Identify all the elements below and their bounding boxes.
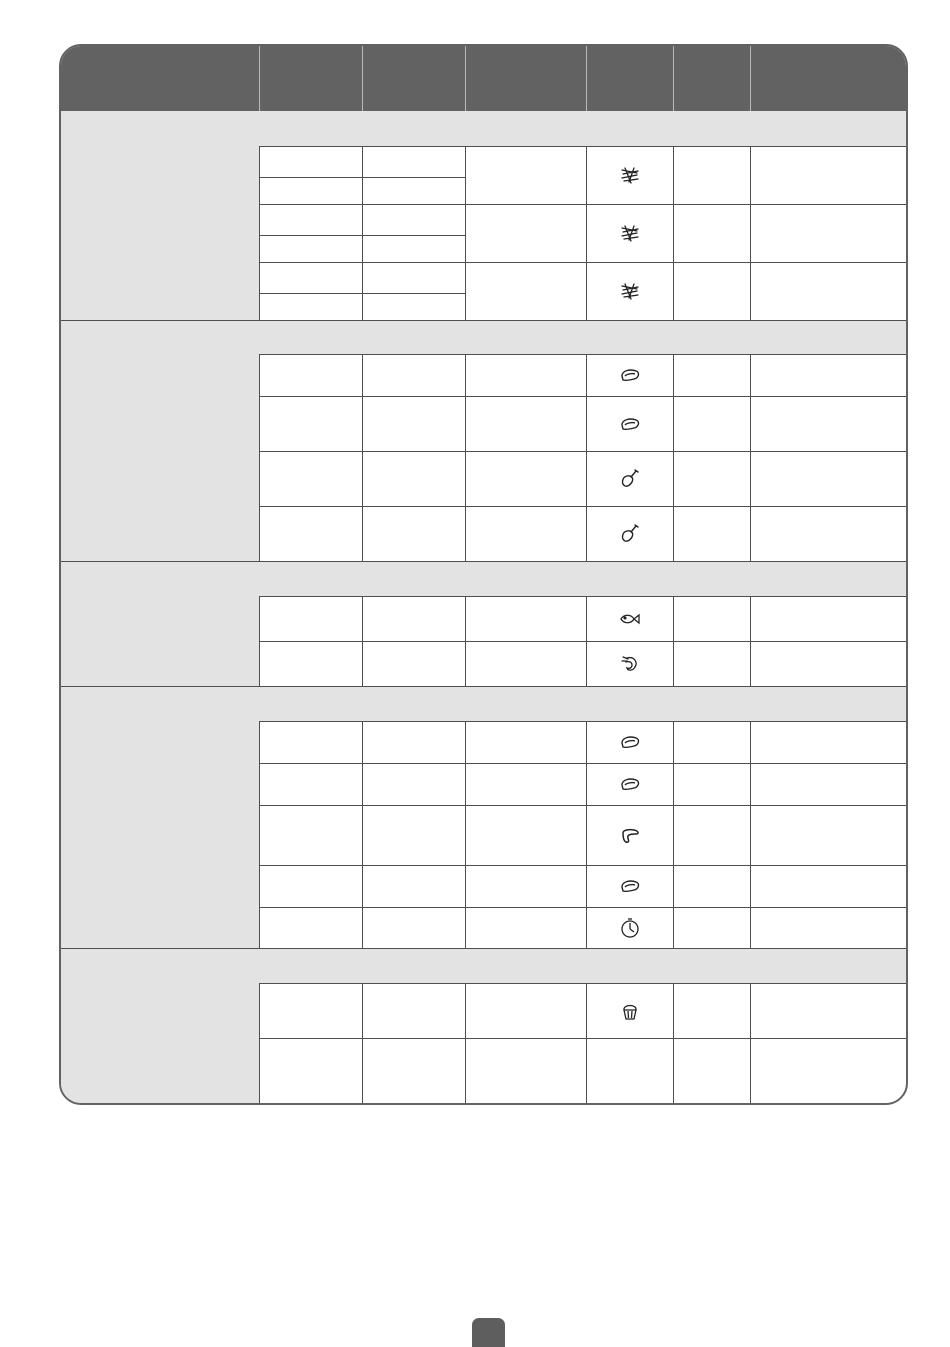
grid-line — [465, 354, 466, 396]
grid-line — [586, 983, 587, 1038]
grid-line — [465, 763, 466, 805]
steak-icon — [619, 364, 641, 386]
grid-line — [586, 1038, 587, 1104]
grid-line — [465, 262, 466, 320]
page-number-tab — [472, 1318, 505, 1347]
grid-line — [750, 204, 751, 262]
grid-line — [750, 354, 751, 396]
grid-line — [586, 763, 587, 805]
grid-line — [259, 983, 260, 1038]
grid-line — [259, 907, 260, 948]
fries-icon — [619, 222, 641, 244]
grid-line — [465, 451, 466, 506]
cooking-table — [59, 44, 908, 1105]
sausage-icon — [619, 824, 641, 846]
grid-line — [362, 204, 363, 262]
grid-line — [673, 506, 674, 561]
grid-line — [259, 451, 260, 506]
steak-icon — [619, 875, 641, 897]
grid-line — [586, 451, 587, 506]
grid-line — [465, 146, 466, 204]
grid-line — [586, 204, 587, 262]
grid-line — [362, 983, 363, 1038]
shrimp-icon — [619, 653, 641, 675]
grid-line — [465, 641, 466, 686]
grid-line — [259, 293, 465, 294]
row-label — [61, 262, 259, 320]
grid-line — [465, 596, 466, 641]
grid-line — [586, 865, 587, 907]
grid-line — [259, 354, 260, 396]
grid-line — [750, 805, 751, 865]
row-label — [61, 596, 259, 641]
section-band — [61, 320, 906, 354]
grid-line — [259, 805, 260, 865]
row-label — [61, 907, 259, 948]
grid-line — [362, 721, 363, 763]
grid-line — [750, 865, 751, 907]
grid-line — [673, 354, 674, 396]
steak-icon — [619, 773, 641, 795]
grid-line — [259, 177, 465, 178]
grid-line — [362, 596, 363, 641]
grid-line — [750, 596, 751, 641]
grid-line — [750, 506, 751, 561]
header-separator — [750, 46, 751, 111]
grid-line — [586, 907, 587, 948]
grid-line — [673, 805, 674, 865]
section-band — [61, 111, 906, 146]
grid-line — [61, 948, 906, 949]
grid-line — [586, 262, 587, 320]
grid-line — [465, 805, 466, 865]
grid-line — [750, 907, 751, 948]
grid-line — [673, 596, 674, 641]
grid-line — [259, 865, 260, 907]
grid-line — [259, 641, 260, 686]
header-separator — [259, 46, 260, 111]
grid-line — [362, 1038, 363, 1104]
section-band — [61, 686, 906, 721]
grid-line — [465, 721, 466, 763]
grid-line — [465, 204, 466, 262]
grid-line — [750, 1038, 751, 1104]
row-label — [61, 396, 259, 451]
grid-line — [362, 907, 363, 948]
grid-line — [673, 146, 674, 204]
grid-line — [586, 805, 587, 865]
grid-line — [673, 865, 674, 907]
row-label — [61, 146, 259, 204]
drumstick-icon — [619, 523, 641, 545]
row-label — [61, 721, 259, 763]
grid-line — [259, 1038, 260, 1104]
grid-line — [750, 763, 751, 805]
row-label — [61, 983, 259, 1038]
row-label — [61, 865, 259, 907]
grid-line — [362, 763, 363, 805]
grid-line — [673, 262, 674, 320]
grid-line — [259, 396, 260, 451]
grid-line — [673, 204, 674, 262]
grid-line — [586, 354, 587, 396]
header-separator — [362, 46, 363, 111]
fish-icon — [619, 608, 641, 630]
row-label — [61, 1038, 259, 1104]
row-label — [61, 763, 259, 805]
row-label — [61, 805, 259, 865]
grid-line — [673, 907, 674, 948]
grid-line — [673, 396, 674, 451]
grid-line — [465, 396, 466, 451]
grid-line — [586, 396, 587, 451]
row-label — [61, 506, 259, 561]
grid-line — [673, 763, 674, 805]
grid-line — [586, 146, 587, 204]
grid-line — [362, 354, 363, 396]
header-separator — [673, 46, 674, 111]
grid-line — [673, 983, 674, 1038]
grid-line — [259, 204, 260, 262]
grid-line — [362, 641, 363, 686]
table-header — [61, 46, 906, 111]
grid-line — [673, 641, 674, 686]
header-separator — [465, 46, 466, 111]
grid-line — [465, 983, 466, 1038]
grid-line — [750, 146, 751, 204]
section-band — [61, 561, 906, 596]
grid-line — [259, 763, 260, 805]
grid-line — [673, 1038, 674, 1104]
grid-line — [750, 721, 751, 763]
grid-line — [61, 686, 906, 687]
grid-line — [673, 451, 674, 506]
steak-icon — [619, 413, 641, 435]
grid-line — [259, 721, 260, 763]
grid-line — [750, 262, 751, 320]
grid-line — [750, 983, 751, 1038]
grid-line — [673, 721, 674, 763]
grid-line — [259, 262, 260, 320]
cupcake-icon — [619, 1000, 641, 1022]
grid-line — [259, 235, 465, 236]
grid-line — [750, 451, 751, 506]
grid-line — [750, 396, 751, 451]
grid-line — [362, 396, 363, 451]
grid-line — [362, 865, 363, 907]
row-label — [61, 451, 259, 506]
grid-line — [750, 641, 751, 686]
grid-line — [259, 506, 260, 561]
steak-icon — [619, 731, 641, 753]
grid-line — [61, 320, 906, 321]
row-label — [61, 354, 259, 396]
row-label — [61, 204, 259, 262]
grid-line — [61, 561, 906, 562]
grid-line — [465, 865, 466, 907]
grid-line — [362, 506, 363, 561]
grid-line — [465, 506, 466, 561]
fries-icon — [619, 164, 641, 186]
grid-line — [259, 146, 260, 204]
grid-line — [362, 451, 363, 506]
grid-line — [465, 907, 466, 948]
grid-line — [586, 641, 587, 686]
header-separator — [586, 46, 587, 111]
grid-line — [362, 262, 363, 320]
section-band — [61, 948, 906, 983]
drumstick-icon — [619, 468, 641, 490]
grid-line — [362, 805, 363, 865]
row-label — [61, 641, 259, 686]
grid-line — [362, 146, 363, 204]
fries-icon — [619, 280, 641, 302]
grid-line — [259, 596, 260, 641]
grid-line — [586, 506, 587, 561]
timer-icon — [619, 917, 641, 939]
grid-line — [586, 596, 587, 641]
grid-line — [586, 721, 587, 763]
grid-line — [465, 1038, 466, 1104]
